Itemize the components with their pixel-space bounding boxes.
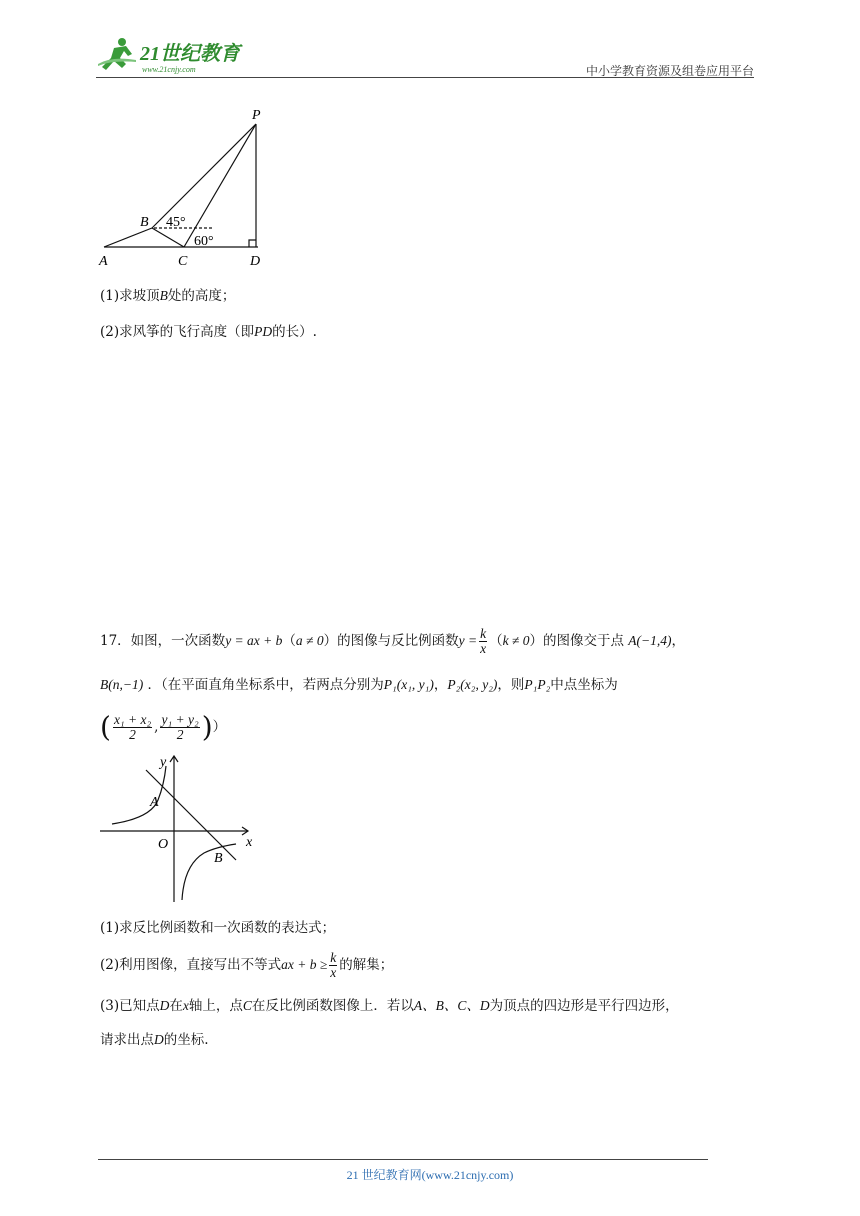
q16-part1-suffix: 处的高度； bbox=[167, 288, 236, 304]
q17-recip-fraction bbox=[479, 627, 487, 656]
figure-kite-triangle bbox=[96, 104, 276, 272]
footer-link[interactable]: 21 世纪教育网(www.21cnjy.com) bbox=[346, 1168, 514, 1182]
label-B: B bbox=[140, 215, 149, 230]
logo-text: 21世纪教育 bbox=[140, 43, 240, 65]
q16-part2 bbox=[100, 322, 317, 342]
q17-part3-b: 在 bbox=[169, 998, 183, 1014]
q17-text-intersect: ）的图像交于点 bbox=[529, 633, 624, 649]
label-C: C bbox=[178, 254, 188, 269]
q17-part2-suffix: 的解集； bbox=[339, 957, 394, 973]
frac-num: k bbox=[330, 950, 337, 965]
q17-close-paren: ） bbox=[212, 719, 227, 735]
q17-linear-eq: y = ax + b bbox=[225, 633, 283, 648]
frac-den: x bbox=[330, 965, 337, 980]
q17-midpoint-label: 中点坐标为 bbox=[550, 677, 618, 693]
q17-part3-e: 为顶点的四边形是平行四边形， bbox=[489, 998, 679, 1014]
frac-num: k bbox=[480, 626, 487, 641]
angle-60-label: 60° bbox=[194, 234, 214, 249]
frac-num: x₁ + x₂ bbox=[113, 712, 152, 727]
footer-divider bbox=[98, 1159, 708, 1160]
q16-part2-prefix: (2)求风筝的飞行高度（即 bbox=[100, 324, 255, 340]
q17-part2 bbox=[100, 948, 393, 982]
q17-part3-C: C bbox=[242, 998, 252, 1013]
q17-part3-x: x bbox=[182, 998, 189, 1013]
q17-cond-a: a ≠ 0 bbox=[295, 633, 324, 648]
header-divider bbox=[96, 77, 754, 78]
label-D: D bbox=[250, 254, 261, 269]
q17-part3-line1 bbox=[100, 996, 679, 1016]
q17-paren-open: （ bbox=[282, 633, 296, 649]
q16-part1-prefix: (1)求坡顶 bbox=[100, 288, 160, 304]
axis-x-label: x bbox=[246, 835, 253, 850]
header-platform-text: 中小学教育资源及组卷应用平台 bbox=[585, 64, 754, 78]
midpoint-y-frac bbox=[160, 713, 199, 742]
q17-midpoint-formula: ( $\frac{\text{x₁ + x₂}}{2}$ , $\frac{\text{y₁ + y₂}}{2}$ )） bbox=[100, 710, 227, 744]
q16-part2-suffix: 的长）. bbox=[272, 324, 317, 340]
label-P: P bbox=[252, 108, 261, 123]
label-A: A bbox=[99, 254, 108, 269]
q17-part3-line2 bbox=[100, 1030, 209, 1050]
q17-midpoint-intro: ．（在平面直角坐标系中，若两点分别为 bbox=[147, 677, 384, 693]
q17-paren-open2: （ bbox=[489, 633, 503, 649]
q17-part3-a: (3)已知点 bbox=[100, 998, 160, 1014]
q17-recip-lhs: y = bbox=[458, 633, 478, 648]
q17-intro: 17．如图，一次函数 bbox=[100, 633, 226, 649]
point-A-label: A bbox=[150, 795, 159, 810]
q17-P1P2: P₁P₂ bbox=[524, 677, 551, 692]
q17-then: ，则 bbox=[497, 677, 525, 693]
q17-part1: (1)求反比例函数和一次函数的表达式； bbox=[100, 920, 336, 936]
q17-line1 bbox=[100, 626, 685, 656]
q17-comma: ， bbox=[671, 633, 685, 649]
q16-part2-var: PD bbox=[254, 324, 273, 339]
q17-P1: P₁(x₁, y₁) bbox=[383, 677, 434, 692]
q17-part3-D2: D bbox=[154, 1032, 164, 1047]
q17-part2-prefix: (2)利用图像，直接写出不等式 bbox=[100, 957, 282, 973]
paren-left: ( bbox=[100, 710, 111, 744]
frac-den: 2 bbox=[176, 727, 184, 742]
q17-part3-f: 请求出点 bbox=[100, 1032, 154, 1048]
figure-function-graph bbox=[96, 750, 266, 906]
origin-label: O bbox=[158, 837, 169, 852]
paren-right: ) bbox=[201, 710, 213, 744]
frac-den: 2 bbox=[129, 727, 136, 742]
logo-url: www.21cnjy.com bbox=[142, 65, 196, 74]
q17-part3-g: 的坐标. bbox=[163, 1032, 209, 1048]
axis-y-label: y bbox=[160, 755, 167, 770]
q17-point-A: A(−1,4) bbox=[628, 633, 672, 648]
midpoint-x-frac bbox=[113, 713, 152, 742]
q17-sep: ， bbox=[433, 677, 448, 693]
q17-part3-D: D bbox=[159, 998, 170, 1013]
q16-part1-var: B bbox=[159, 288, 168, 303]
q17-cond-k: k ≠ 0 bbox=[502, 633, 530, 648]
site-logo bbox=[92, 34, 262, 78]
q17-line2 bbox=[100, 675, 618, 695]
q17-text-reciprocal: ）的图像与反比例函数 bbox=[323, 633, 459, 649]
q17-part3-d: 在反比例函数图像上．若以 bbox=[251, 998, 414, 1014]
q17-part3-c: 轴上，点 bbox=[188, 998, 243, 1014]
frac-num: y₁ + y₂ bbox=[161, 712, 199, 727]
q17-point-B: B(n,−1) bbox=[100, 677, 144, 692]
q16-part1 bbox=[100, 286, 235, 306]
q17-part3-vertices: A、B、C、D bbox=[413, 998, 490, 1013]
q17-part2-fraction bbox=[329, 951, 337, 980]
q17-part2-expr: ax + b ≥ bbox=[281, 957, 328, 972]
frac-den: x bbox=[480, 641, 487, 656]
angle-45-label: 45° bbox=[166, 215, 186, 230]
q17-P2: P₂(x₂, y₂) bbox=[447, 677, 498, 692]
point-B-label: B bbox=[214, 851, 223, 866]
